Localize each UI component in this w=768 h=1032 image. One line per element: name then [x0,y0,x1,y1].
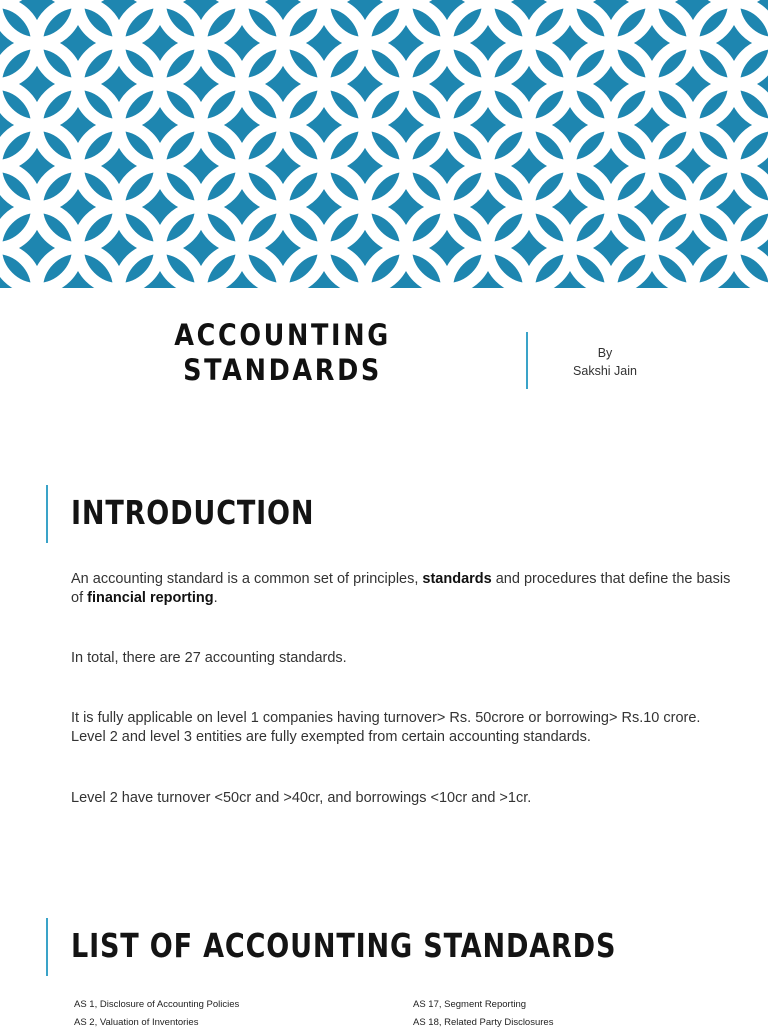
list-heading: LIST OF ACCOUNTING STANDARDS [71,926,617,965]
introduction-heading: INTRODUCTION [71,493,315,532]
circle-lattice-pattern [0,0,768,288]
presentation-title [166,318,399,388]
standards-list-right [413,996,553,1032]
p1-text-start: An accounting standard is a common set of principles, [71,571,423,587]
by-label: By [597,346,613,360]
patterned-banner [0,0,768,288]
list-item: AS 1, Disclosure of Accounting Policies [74,999,240,1010]
list-item: AS 2, Valuation of Inventories [74,1017,199,1028]
title-divider [526,332,528,389]
byline [540,344,670,380]
author-name: Sakshi Jain [573,364,637,378]
p1-bold-standards: standards [422,571,492,587]
introduction-paragraph-3: It is fully applicable on level 1 companies having turnover> Rs. 50crore or borrowing> Rs.10 crore. Level 2 and level 3 entities are fully exempted from certain accounting standards. [71,710,701,745]
p1-text-middle: and procedures that define the basis of [71,571,731,606]
introduction-paragraph-2: In total, there are 27 accounting standards. [71,650,347,666]
p1-bold-financial-reporting: financial reporting [87,590,214,606]
introduction-paragraph-1 [71,570,731,608]
introduction-paragraph-4: Level 2 have turnover <50cr and >40cr, and borrowings <10cr and >1cr. [71,790,532,806]
title-line-2: STANDARDS [183,353,382,387]
list-accent-bar [46,918,48,976]
p1-text-end: . [213,590,218,606]
introduction-accent-bar [46,485,48,543]
list-item: AS 17, Segment Reporting [413,999,527,1010]
list-item: AS 18, Related Party Disclosures [413,1017,554,1028]
standards-list-left [74,996,239,1032]
title-line-1: ACCOUNTING [174,318,391,352]
